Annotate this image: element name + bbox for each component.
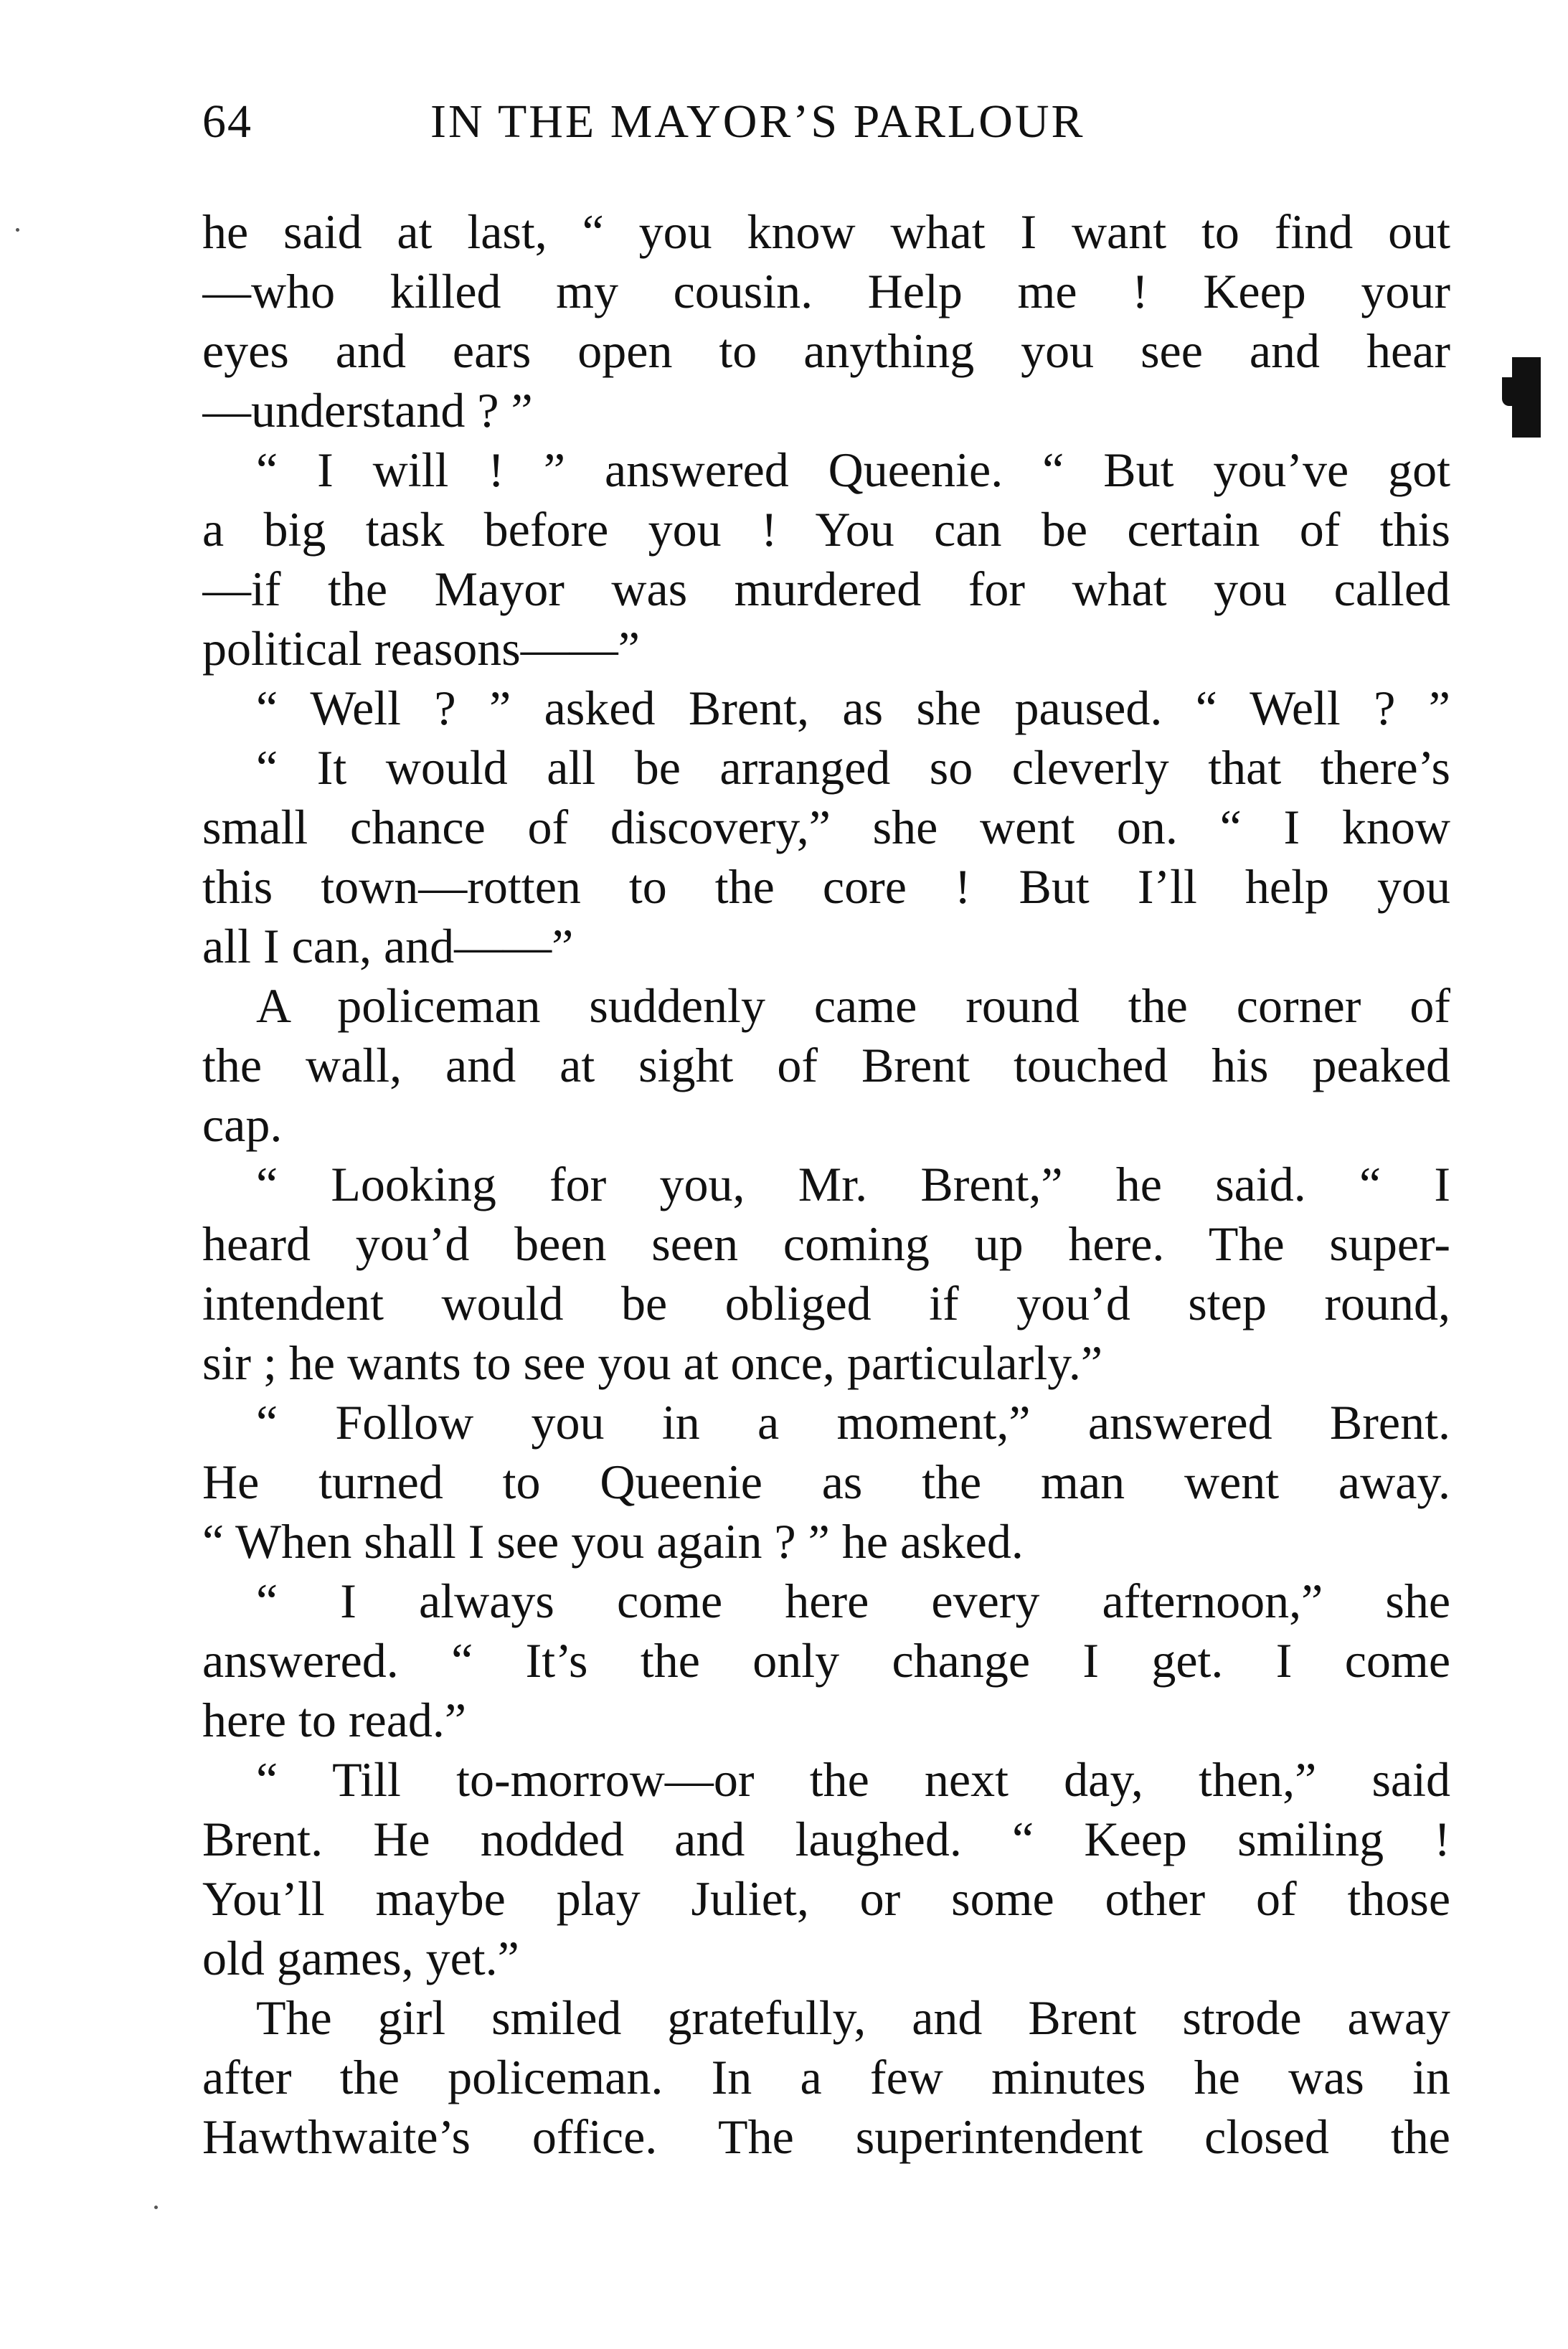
text-line: Brent. He nodded and laughed. “ Keep smiling !: [202, 1812, 1450, 1866]
paper-speck: [16, 228, 19, 232]
text-line: —if the Mayor was murdered for what you called: [202, 562, 1450, 616]
text-line: heard you’d been seen coming up here. The super-: [202, 1216, 1450, 1271]
text-line: —who killed my cousin. Help me ! Keep your: [202, 264, 1450, 318]
text-line: —understand ? ”: [202, 383, 533, 438]
text-line: “ I always come here every afternoon,” she: [256, 1574, 1450, 1628]
running-head: [202, 90, 1450, 154]
text-line: cap.: [202, 1097, 283, 1152]
paper-speck: [154, 2206, 158, 2209]
text-line: “ Follow you in a moment,” answered Brent.: [256, 1395, 1450, 1450]
text-line: Hawthwaite’s office. The superintendent closed the: [202, 2109, 1450, 2164]
text-line: “ It would all be arranged so cleverly that there’s: [256, 740, 1450, 795]
body-text: [202, 202, 1450, 2167]
text-line: He turned to Queenie as the man went away.: [202, 1455, 1450, 1509]
page-number: 64: [202, 95, 252, 148]
margin-tab-mark: [1512, 357, 1541, 438]
text-line: answered. “ It’s the only change I get. I come: [202, 1633, 1450, 1688]
text-line: this town—rotten to the core ! But I’ll help you: [202, 859, 1450, 914]
text-line: The girl smiled gratefully, and Brent strode away: [256, 1990, 1450, 2045]
text-line: here to read.”: [202, 1693, 467, 1747]
text-line: after the policeman. In a few minutes he was in: [202, 2050, 1450, 2104]
text-line: he said at last, “ you know what I want to find out: [202, 204, 1450, 259]
text-line: sir ; he wants to see you at once, particularly.”: [202, 1336, 1103, 1390]
text-line: eyes and ears open to anything you see and hear: [202, 323, 1450, 378]
text-line: the wall, and at sight of Brent touched his peaked: [202, 1038, 1450, 1092]
text-line: intendent would be obliged if you’d step round,: [202, 1276, 1450, 1331]
running-title: IN THE MAYOR’S PARLOUR: [430, 95, 1085, 148]
text-line: “ Well ? ” asked Brent, as she paused. “ Well ? ”: [256, 681, 1450, 735]
text-line: “ Looking for you, Mr. Brent,” he said. “ I: [256, 1157, 1450, 1211]
text-line: You’ll maybe play Juliet, or some other of those: [202, 1871, 1450, 1926]
text-line: “ Till to-morrow—or the next day, then,” said: [256, 1752, 1450, 1807]
text-line: old games, yet.”: [202, 1931, 519, 1985]
text-line: small chance of discovery,” she went on. “ I know: [202, 800, 1450, 854]
text-line: A policeman suddenly came round the corner of: [256, 978, 1450, 1033]
margin-tab-notch: [1502, 377, 1513, 406]
text-line: political reasons——”: [202, 621, 640, 676]
text-line: “ I will ! ” answered Queenie. “ But you’ve got: [256, 443, 1450, 497]
text-line: “ When shall I see you again ? ” he asked.: [202, 1514, 1024, 1569]
text-line: a big task before you ! You can be certain of this: [202, 502, 1450, 557]
text-line: all I can, and——”: [202, 919, 574, 973]
